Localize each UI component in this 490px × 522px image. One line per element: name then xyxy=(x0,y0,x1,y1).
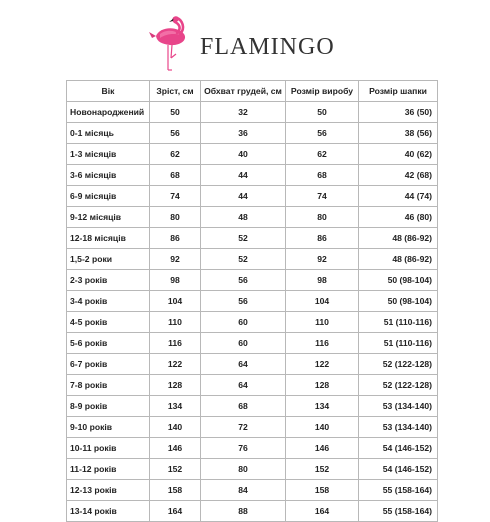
cell-height: 80 xyxy=(150,207,201,228)
cell-garment-size: 134 xyxy=(286,396,359,417)
table-row xyxy=(67,123,438,144)
cell-garment-size: 116 xyxy=(286,333,359,354)
cell-hat-size: 42 (68) xyxy=(359,165,438,186)
cell-hat-size: 51 (110-116) xyxy=(359,312,438,333)
cell-height: 146 xyxy=(150,438,201,459)
cell-chest: 64 xyxy=(201,375,286,396)
cell-chest: 44 xyxy=(201,165,286,186)
cell-chest: 68 xyxy=(201,396,286,417)
brand-name: FLAMINGO xyxy=(200,34,335,60)
cell-height: 104 xyxy=(150,291,201,312)
cell-garment-size: 164 xyxy=(286,501,359,522)
table-row xyxy=(67,249,438,270)
table-row xyxy=(67,144,438,165)
cell-age: 6-7 років xyxy=(67,354,150,375)
table-row xyxy=(67,165,438,186)
cell-age: 11-12 років xyxy=(67,459,150,480)
cell-hat-size: 53 (134-140) xyxy=(359,396,438,417)
table-row xyxy=(67,186,438,207)
table-row xyxy=(67,501,438,522)
table-header-row xyxy=(67,81,438,102)
cell-age: 1-3 місяців xyxy=(67,144,150,165)
cell-age: 6-9 місяців xyxy=(67,186,150,207)
cell-chest: 56 xyxy=(201,291,286,312)
table-row xyxy=(67,270,438,291)
cell-age: Новонароджений xyxy=(67,102,150,123)
cell-garment-size: 68 xyxy=(286,165,359,186)
cell-garment-size: 98 xyxy=(286,270,359,291)
table-row xyxy=(67,207,438,228)
cell-age: 9-10 років xyxy=(67,417,150,438)
cell-height: 122 xyxy=(150,354,201,375)
cell-age: 12-18 місяців xyxy=(67,228,150,249)
cell-age: 1,5-2 роки xyxy=(67,249,150,270)
cell-hat-size: 48 (86-92) xyxy=(359,249,438,270)
cell-garment-size: 158 xyxy=(286,480,359,501)
cell-chest: 84 xyxy=(201,480,286,501)
cell-height: 56 xyxy=(150,123,201,144)
cell-garment-size: 74 xyxy=(286,186,359,207)
cell-hat-size: 54 (146-152) xyxy=(359,438,438,459)
cell-hat-size: 50 (98-104) xyxy=(359,270,438,291)
table-row xyxy=(67,291,438,312)
cell-garment-size: 62 xyxy=(286,144,359,165)
cell-chest: 40 xyxy=(201,144,286,165)
cell-height: 50 xyxy=(150,102,201,123)
header-garment-size: Розмір виробу xyxy=(286,81,359,102)
cell-hat-size: 48 (86-92) xyxy=(359,228,438,249)
cell-garment-size: 128 xyxy=(286,375,359,396)
header-chest: Обхват грудей, см xyxy=(201,81,286,102)
table-row xyxy=(67,312,438,333)
cell-chest: 56 xyxy=(201,270,286,291)
cell-chest: 52 xyxy=(201,228,286,249)
header-age: Вік xyxy=(67,81,150,102)
cell-chest: 60 xyxy=(201,333,286,354)
size-chart-table xyxy=(66,80,438,522)
cell-chest: 88 xyxy=(201,501,286,522)
cell-age: 13-14 років xyxy=(67,501,150,522)
cell-age: 9-12 місяців xyxy=(67,207,150,228)
cell-garment-size: 104 xyxy=(286,291,359,312)
cell-garment-size: 122 xyxy=(286,354,359,375)
table-row xyxy=(67,333,438,354)
cell-age: 5-6 років xyxy=(67,333,150,354)
cell-hat-size: 46 (80) xyxy=(359,207,438,228)
cell-chest: 32 xyxy=(201,102,286,123)
table-row xyxy=(67,438,438,459)
table-row xyxy=(67,375,438,396)
cell-hat-size: 38 (56) xyxy=(359,123,438,144)
cell-chest: 44 xyxy=(201,186,286,207)
table-row xyxy=(67,102,438,123)
cell-chest: 60 xyxy=(201,312,286,333)
cell-hat-size: 55 (158-164) xyxy=(359,480,438,501)
cell-chest: 36 xyxy=(201,123,286,144)
cell-hat-size: 52 (122-128) xyxy=(359,375,438,396)
cell-garment-size: 92 xyxy=(286,249,359,270)
cell-hat-size: 36 (50) xyxy=(359,102,438,123)
cell-height: 116 xyxy=(150,333,201,354)
header-height: Зріст, см xyxy=(150,81,201,102)
cell-chest: 76 xyxy=(201,438,286,459)
cell-age: 4-5 років xyxy=(67,312,150,333)
cell-garment-size: 86 xyxy=(286,228,359,249)
cell-height: 134 xyxy=(150,396,201,417)
cell-garment-size: 110 xyxy=(286,312,359,333)
table-row xyxy=(67,417,438,438)
cell-chest: 64 xyxy=(201,354,286,375)
cell-garment-size: 50 xyxy=(286,102,359,123)
cell-chest: 72 xyxy=(201,417,286,438)
cell-hat-size: 54 (146-152) xyxy=(359,459,438,480)
cell-hat-size: 44 (74) xyxy=(359,186,438,207)
cell-height: 92 xyxy=(150,249,201,270)
table-row xyxy=(67,228,438,249)
cell-age: 12-13 років xyxy=(67,480,150,501)
cell-height: 140 xyxy=(150,417,201,438)
cell-chest: 48 xyxy=(201,207,286,228)
cell-hat-size: 53 (134-140) xyxy=(359,417,438,438)
table-row xyxy=(67,396,438,417)
cell-garment-size: 80 xyxy=(286,207,359,228)
cell-height: 86 xyxy=(150,228,201,249)
brand-logo xyxy=(146,14,356,74)
cell-hat-size: 40 (62) xyxy=(359,144,438,165)
header-hat-size: Розмір шапки xyxy=(359,81,438,102)
cell-height: 152 xyxy=(150,459,201,480)
cell-height: 128 xyxy=(150,375,201,396)
table-row xyxy=(67,480,438,501)
table-row xyxy=(67,354,438,375)
cell-height: 164 xyxy=(150,501,201,522)
cell-height: 98 xyxy=(150,270,201,291)
cell-age: 0-1 місяць xyxy=(67,123,150,144)
table-row xyxy=(67,459,438,480)
cell-height: 110 xyxy=(150,312,201,333)
cell-age: 7-8 років xyxy=(67,375,150,396)
flamingo-icon xyxy=(146,14,196,72)
cell-age: 3-6 місяців xyxy=(67,165,150,186)
cell-height: 158 xyxy=(150,480,201,501)
cell-age: 8-9 років xyxy=(67,396,150,417)
cell-hat-size: 55 (158-164) xyxy=(359,501,438,522)
cell-age: 10-11 років xyxy=(67,438,150,459)
cell-hat-size: 51 (110-116) xyxy=(359,333,438,354)
cell-chest: 80 xyxy=(201,459,286,480)
cell-height: 68 xyxy=(150,165,201,186)
cell-hat-size: 50 (98-104) xyxy=(359,291,438,312)
cell-hat-size: 52 (122-128) xyxy=(359,354,438,375)
cell-garment-size: 152 xyxy=(286,459,359,480)
cell-garment-size: 56 xyxy=(286,123,359,144)
cell-age: 3-4 років xyxy=(67,291,150,312)
cell-garment-size: 140 xyxy=(286,417,359,438)
cell-garment-size: 146 xyxy=(286,438,359,459)
cell-height: 74 xyxy=(150,186,201,207)
cell-height: 62 xyxy=(150,144,201,165)
cell-chest: 52 xyxy=(201,249,286,270)
cell-age: 2-3 років xyxy=(67,270,150,291)
